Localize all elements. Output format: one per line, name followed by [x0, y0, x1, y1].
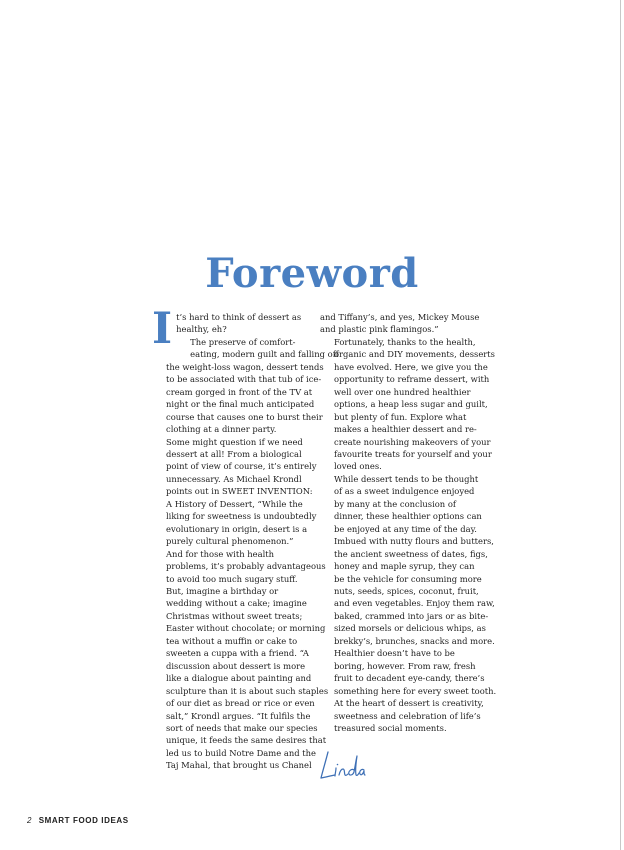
text-line: t’s hard to think of dessert as [176, 312, 302, 322]
text-line: to avoid too much sugary stuff. [166, 573, 298, 584]
text-line: points out in SWEET INVENTION: [166, 486, 313, 497]
text-line: The preserve of comfort- [190, 336, 296, 347]
text-line: loved ones. [334, 461, 382, 472]
text-line: discussion about dessert is more [166, 660, 306, 671]
page-number: 2 [27, 816, 32, 825]
magazine-name: SMART FOOD IDEAS [38, 816, 129, 825]
text-line: makes a healthier dessert and re- [334, 424, 477, 435]
text-line: like a dialogue about painting and [166, 673, 312, 684]
text-line: cream gorged in front of the TV at [166, 386, 313, 397]
text-line: problems, it’s probably advantageous [166, 561, 326, 572]
text-line: point of view of course, it’s entirely [166, 461, 317, 472]
text-line: dinner, these healthier options can [334, 511, 482, 522]
text-line: and plastic pink flamingos.” [320, 324, 439, 335]
page-title: Foreword [205, 250, 419, 297]
text-line: Imbued with nutty flours and butters, [334, 536, 494, 547]
text-line: something here for every sweet tooth. [334, 685, 497, 696]
text-line: and even vegetables. Enjoy them raw, [334, 598, 495, 609]
text-line: led us to build Notre Dame and the [166, 747, 316, 758]
text-line: Healthier doesn’t have to be [334, 648, 455, 659]
text-line: While dessert tends to be thought [334, 473, 479, 484]
paragraph [320, 336, 495, 473]
text-line: opportunity to reframe dessert, with [334, 374, 490, 385]
paragraph [320, 647, 497, 734]
text-line: night or the final much anticipated [166, 399, 315, 410]
text-line: be the vehicle for consuming more [334, 573, 482, 584]
drop-cap: I [152, 304, 173, 354]
text-line: Fortunately, thanks to the health, [334, 336, 476, 347]
text-line: fruit to decadent eye-candy, there’s [334, 673, 485, 684]
text-line: evolutionary in origin, desert is a [166, 523, 308, 534]
text-line: brekky’s, brunches, snacks and more. [334, 635, 495, 646]
text-line: baked, crammed into jars or as bite- [334, 610, 489, 621]
text-line: boring, however. From raw, fresh [334, 660, 476, 671]
page-edge-divider [620, 0, 621, 850]
text-line: of our diet as bread or rice or even [166, 698, 315, 709]
text-line: options, a heap less sugar and guilt, [334, 399, 488, 410]
text-line: but plenty of fun. Explore what [334, 411, 467, 422]
text-line: Easter without chocolate; or morning [166, 623, 326, 634]
text-line: sweetness and celebration of life’s [334, 710, 481, 721]
text-line: eating, modern guilt and falling off [190, 349, 339, 360]
text-line: sized morsels or delicious whips, as [334, 623, 486, 634]
page-footer [27, 816, 129, 826]
text-line: organic and DIY movements, desserts [334, 349, 495, 360]
paragraph [152, 336, 339, 436]
text-line: liking for sweetness is undoubtedly [166, 511, 317, 522]
text-line: sweeten a cuppa with a friend. “A [166, 648, 309, 659]
paragraph [152, 436, 317, 548]
text-line: salt,” Krondl argues. “It fulfils the [166, 710, 311, 721]
paragraph [320, 473, 495, 647]
signature-linda [318, 748, 366, 782]
text-line: Christmas without sweet treats; [166, 610, 303, 621]
text-line: honey and maple syrup, they can [334, 561, 475, 572]
text-line: dessert at all! From a biological [166, 448, 302, 459]
text-line: nuts, seeds, spices, coconut, fruit, [334, 585, 479, 596]
text-line: have evolved. Here, we give you the [334, 361, 488, 372]
text-line: be enjoyed at any time of the day. [334, 523, 477, 534]
text-line: sculpture than it is about such staples [166, 685, 329, 696]
text-line: healthy, eh? [176, 324, 227, 335]
text-line: Taj Mahal, that brought us Chanel [166, 760, 312, 771]
text-line: of as a sweet indulgence enjoyed [334, 486, 475, 497]
text-line: A History of Dessert, “While the [166, 498, 303, 509]
text-line: sort of needs that make our species [166, 722, 318, 733]
text-line: well over one hundred healthier [334, 386, 471, 397]
text-line: course that causes one to burst their [166, 411, 323, 422]
paragraph [152, 548, 326, 585]
text-line: and Tiffany’s, and yes, Mickey Mouse [320, 312, 480, 322]
text-line: tea without a muffin or cake to [166, 635, 298, 646]
text-line: unique, it feeds the same desires that [166, 735, 327, 746]
text-column-left [152, 304, 339, 772]
text-line: treasured social moments. [334, 722, 447, 733]
text-line: to be associated with that tub of ice- [166, 374, 322, 385]
text-line: And for those with health [166, 548, 275, 559]
text-line: clothing at a dinner party. [166, 424, 277, 435]
text-line: At the heart of dessert is creativity, [334, 698, 484, 709]
text-line: unnecessary. As Michael Krondl [166, 473, 302, 484]
text-line: by many at the conclusion of [334, 498, 456, 509]
text-line: But, imagine a birthday or [166, 585, 279, 596]
text-line: create nourishing makeovers of your [334, 436, 491, 447]
paragraph [320, 311, 480, 336]
text-line: the weight-loss wagon, dessert tends [166, 361, 324, 372]
text-line: wedding without a cake; imagine [166, 598, 307, 609]
text-line: favourite treats for yourself and your [334, 448, 492, 459]
text-line: the ancient sweetness of dates, figs, [334, 548, 488, 559]
text-column-right [320, 311, 497, 734]
text-line: Some might question if we need [166, 436, 303, 447]
paragraph [152, 585, 329, 772]
text-line: purely cultural phenomenon.” [166, 536, 294, 547]
